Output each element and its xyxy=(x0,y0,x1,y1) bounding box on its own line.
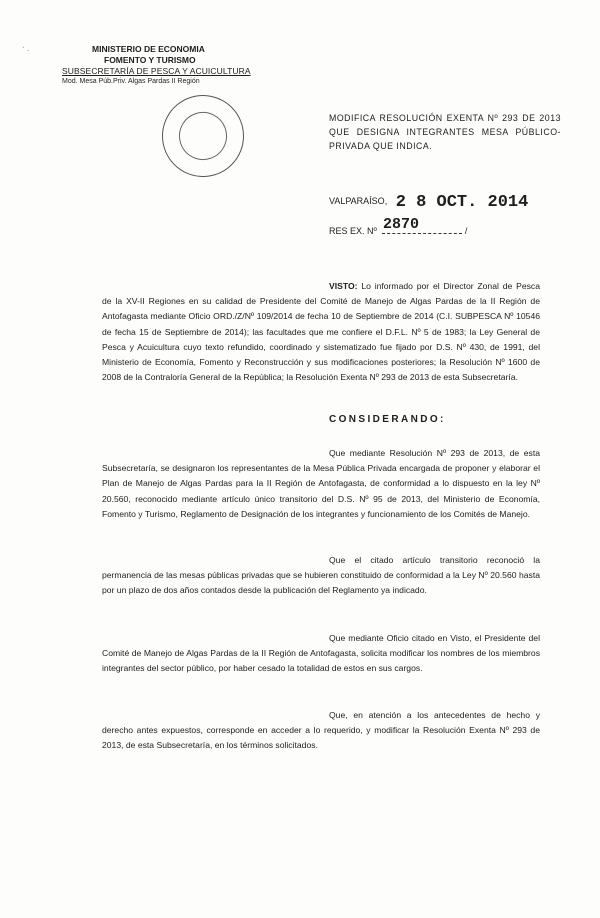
considerando-heading: CONSIDERANDO: xyxy=(329,414,446,425)
margin-mark: ` · xyxy=(22,46,30,55)
official-seal-stamp xyxy=(151,84,254,187)
resolution-label: RES EX. Nº xyxy=(329,226,377,236)
considerando-paragraph-1: Que mediante Resolución Nº 293 de 2013, de esta Subsecretaría, se designaron los representantes de la Mesa Pública Privada encargada de proponer y elaborar el Plan de Manejo de Algas Pardas para la II Región de Antofagasta, de conformidad a lo dispuesto en la ley Nº 20.560, reconocido mediante artículo único transitorio del D.S. Nº 95 de 2013, del Ministerio de Economía, Fomento y Turismo, Reglamento de Designación de los integrantes y funcionamiento de los Comités de Manejo. xyxy=(102,448,540,519)
letterhead xyxy=(62,44,252,87)
resolution-suffix: / xyxy=(464,226,468,236)
considerando-paragraph-2: Que el citado artículo transitorio reconoció la permanencia de las mesas públicas privadas que se hubieren constituido de conformidad a la Ley Nº 20.560 hasta por un plazo de dos años contados desde la publicación del Reglamento ya indicado. xyxy=(102,555,540,596)
visto-label: VISTO: xyxy=(329,281,358,291)
subsecretariat-name: SUBSECRETARÍA DE PESCA Y ACUICULTURA xyxy=(62,66,251,76)
seal-inner-ring xyxy=(173,106,233,166)
resolution-number-line xyxy=(329,216,468,236)
considerando-paragraph-4: Que, en atención a los antecedentes de hecho y derecho antes expuestos, corresponde en acceder a lo requerido, y modificar la Resolución Exenta Nº 293 de 2013, de esta Subsecretaría, en los términos solicitados. xyxy=(102,710,540,751)
resolution-number: 2870 xyxy=(383,216,420,233)
visto-paragraph xyxy=(102,279,540,385)
reference-line: Mod. Mesa Púb.Priv. Algas Pardas II Región xyxy=(62,78,200,85)
city-label: VALPARAÍSO, xyxy=(329,196,388,206)
place-date-line xyxy=(329,191,528,210)
ministry-subtitle: FOMENTO Y TURISMO xyxy=(104,55,196,65)
considerando-paragraph-3: Que mediante Oficio citado en Visto, el Presidente del Comité de Manejo de Algas Pardas de la II Región de Antofagasta, solicita modificar los nombres de los miembros integrantes del sector público, por haber cesado la totalidad de estos en sus cargos. xyxy=(102,633,540,674)
visto-text: Lo informado por el Director Zonal de Pesca de la XV-II Regiones en su calidad de Presidente del Comité de Manejo de Algas Pardas de la II Región de Antofagasta mediante Oficio ORD./Z/Nº 109/2014 de fecha 10 de Septiembre de 2014 (C.I. SUBPESCA Nº 10546 de fecha 15 de Septiembre de 2014); las facultades que me confiere el D.F.L. Nº 5 de 1983; la Ley General de Pesca y Acuicultura cuyo texto refundido, coordinado y sistematizado fue fijado por D.S. Nº 430, de 1991, del Ministerio de Economía, Fomento y Reconstrucción y sus modificaciones posteriores; la Resolución Nº 1600 de 2008 de la Contraloría General de la República; la Resolución Exenta Nº 293 de 2013 de esta Subsecretaría. xyxy=(102,281,540,383)
date-stamp: 2 8 OCT. 2014 xyxy=(395,193,529,212)
resolution-number-underline xyxy=(382,233,462,234)
resolution-subject: MODIFICA RESOLUCIÓN EXENTA Nº 293 DE 2013 QUE DESIGNA INTEGRANTES MESA PÚBLICO-PRIVADA QUE INDICA. xyxy=(329,113,561,151)
ministry-name: MINISTERIO DE ECONOMIA xyxy=(92,44,205,54)
